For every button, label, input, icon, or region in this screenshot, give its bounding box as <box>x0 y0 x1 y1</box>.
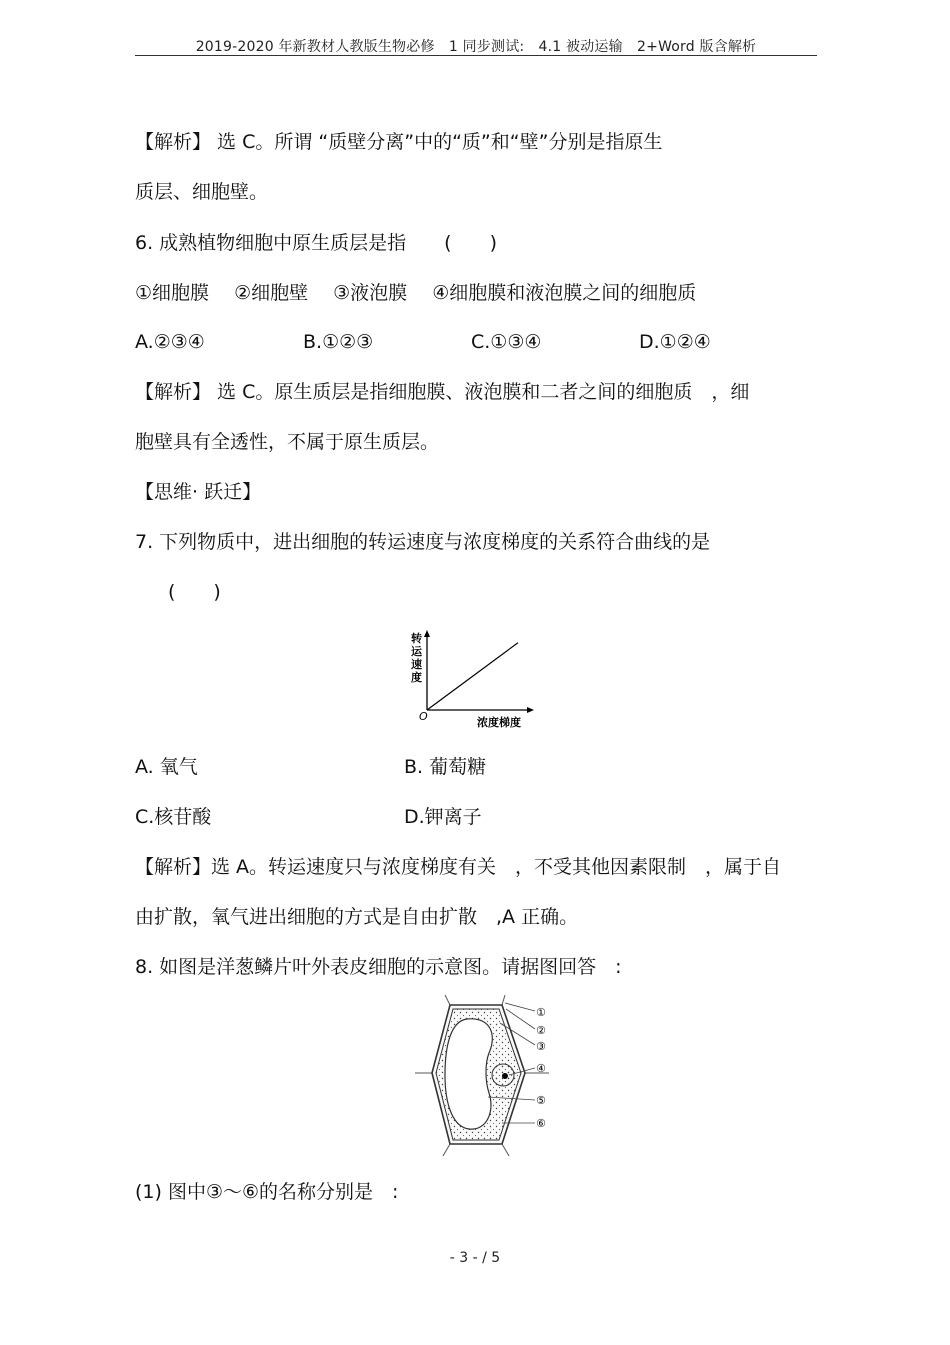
q6-analysis-line2: 胞壁具有全透性，不属于原生质层。 <box>135 431 440 453</box>
chart-xlabel: 浓度梯度 <box>477 716 521 729</box>
chart-y-axis-arrow <box>424 630 430 637</box>
section-title: 【思维· 跃迁】 <box>135 481 262 503</box>
chart-x-axis-arrow <box>527 707 534 713</box>
nucleolus <box>502 1073 508 1079</box>
cell-wall-top-right <box>502 995 505 1005</box>
vacuole <box>445 1019 492 1129</box>
q8-stem: 8. 如图是洋葱鳞片叶外表皮细胞的示意图。请据图回答 : <box>135 956 622 978</box>
leader-1 <box>505 1003 535 1011</box>
chart-ylabel-char-4: 度 <box>411 671 422 684</box>
q6-stem: 6. 成熟植物细胞中原生质层是指 ( ) <box>135 232 497 254</box>
q8-sub1: (1) 图中③～⑥的名称分别是 : <box>135 1181 399 1203</box>
q6-analysis-line1: 【解析】 选 C。原生质层是指细胞膜、液泡膜和二者之间的细胞质 ，细 <box>135 381 750 403</box>
q5-analysis-line2: 质层、细胞壁。 <box>135 181 269 203</box>
leader-2 <box>506 1009 535 1029</box>
onion-cell-diagram <box>405 993 555 1158</box>
q7-option-a: A. 氧气 <box>135 756 198 778</box>
chart-ylabel-char-1: 转 <box>411 632 422 645</box>
cell-wall-top-left <box>445 995 450 1005</box>
page-number: - 3 - / 5 <box>449 1250 501 1266</box>
header-divider <box>135 55 817 56</box>
q7-paren: ( ) <box>168 581 221 603</box>
q7-analysis-line2: 由扩散，氧气进出细胞的方式是自由扩散 ,A 正确。 <box>135 906 579 928</box>
cell-wall-bottom-left <box>443 1144 450 1156</box>
chart-ylabel-char-2: 运 <box>411 645 422 658</box>
chart-series-line <box>427 643 518 710</box>
q6-option-d: D.①②④ <box>639 331 711 353</box>
q7-option-d: D.钾离子 <box>404 806 482 828</box>
page-header: 2019-2020 年新教材人教版生物必修 1 同步测试: 4.1 被动运输 2+Word 版含解析 <box>195 39 757 55</box>
chart-origin-label: O <box>419 710 428 723</box>
q7-stem: 7. 下列物质中，进出细胞的转运速度与浓度梯度的关系符合曲线的是 <box>135 531 711 553</box>
q6-option-b: B.①②③ <box>303 331 374 353</box>
q7-chart <box>405 628 545 733</box>
chart-ylabel-char-3: 速 <box>411 658 422 671</box>
q5-analysis-line1: 【解析】 选 C。所谓 “质壁分离”中的“质”和“壁”分别是指原生 <box>135 131 663 153</box>
q6-option-c: C.①③④ <box>471 331 542 353</box>
cell-label-1: ① <box>536 1006 546 1019</box>
cell-label-3: ③ <box>536 1040 546 1053</box>
q7-option-b: B. 葡萄糖 <box>404 756 487 778</box>
cell-wall-bottom-right <box>502 1144 509 1156</box>
cell-label-6: ⑥ <box>536 1117 546 1130</box>
q7-option-c: C.核苷酸 <box>135 806 212 828</box>
q6-option-a: A.②③④ <box>135 331 205 353</box>
cell-label-2: ② <box>536 1024 546 1037</box>
cell-label-4: ④ <box>536 1062 546 1075</box>
q6-items: ①细胞膜 ②细胞壁 ③液泡膜 ④细胞膜和液泡膜之间的细胞质 <box>135 282 697 304</box>
cell-label-5: ⑤ <box>536 1094 546 1107</box>
q7-analysis-line1: 【解析】选 A。转运速度只与浓度梯度有关 ，不受其他因素限制 ，属于自 <box>135 856 782 878</box>
